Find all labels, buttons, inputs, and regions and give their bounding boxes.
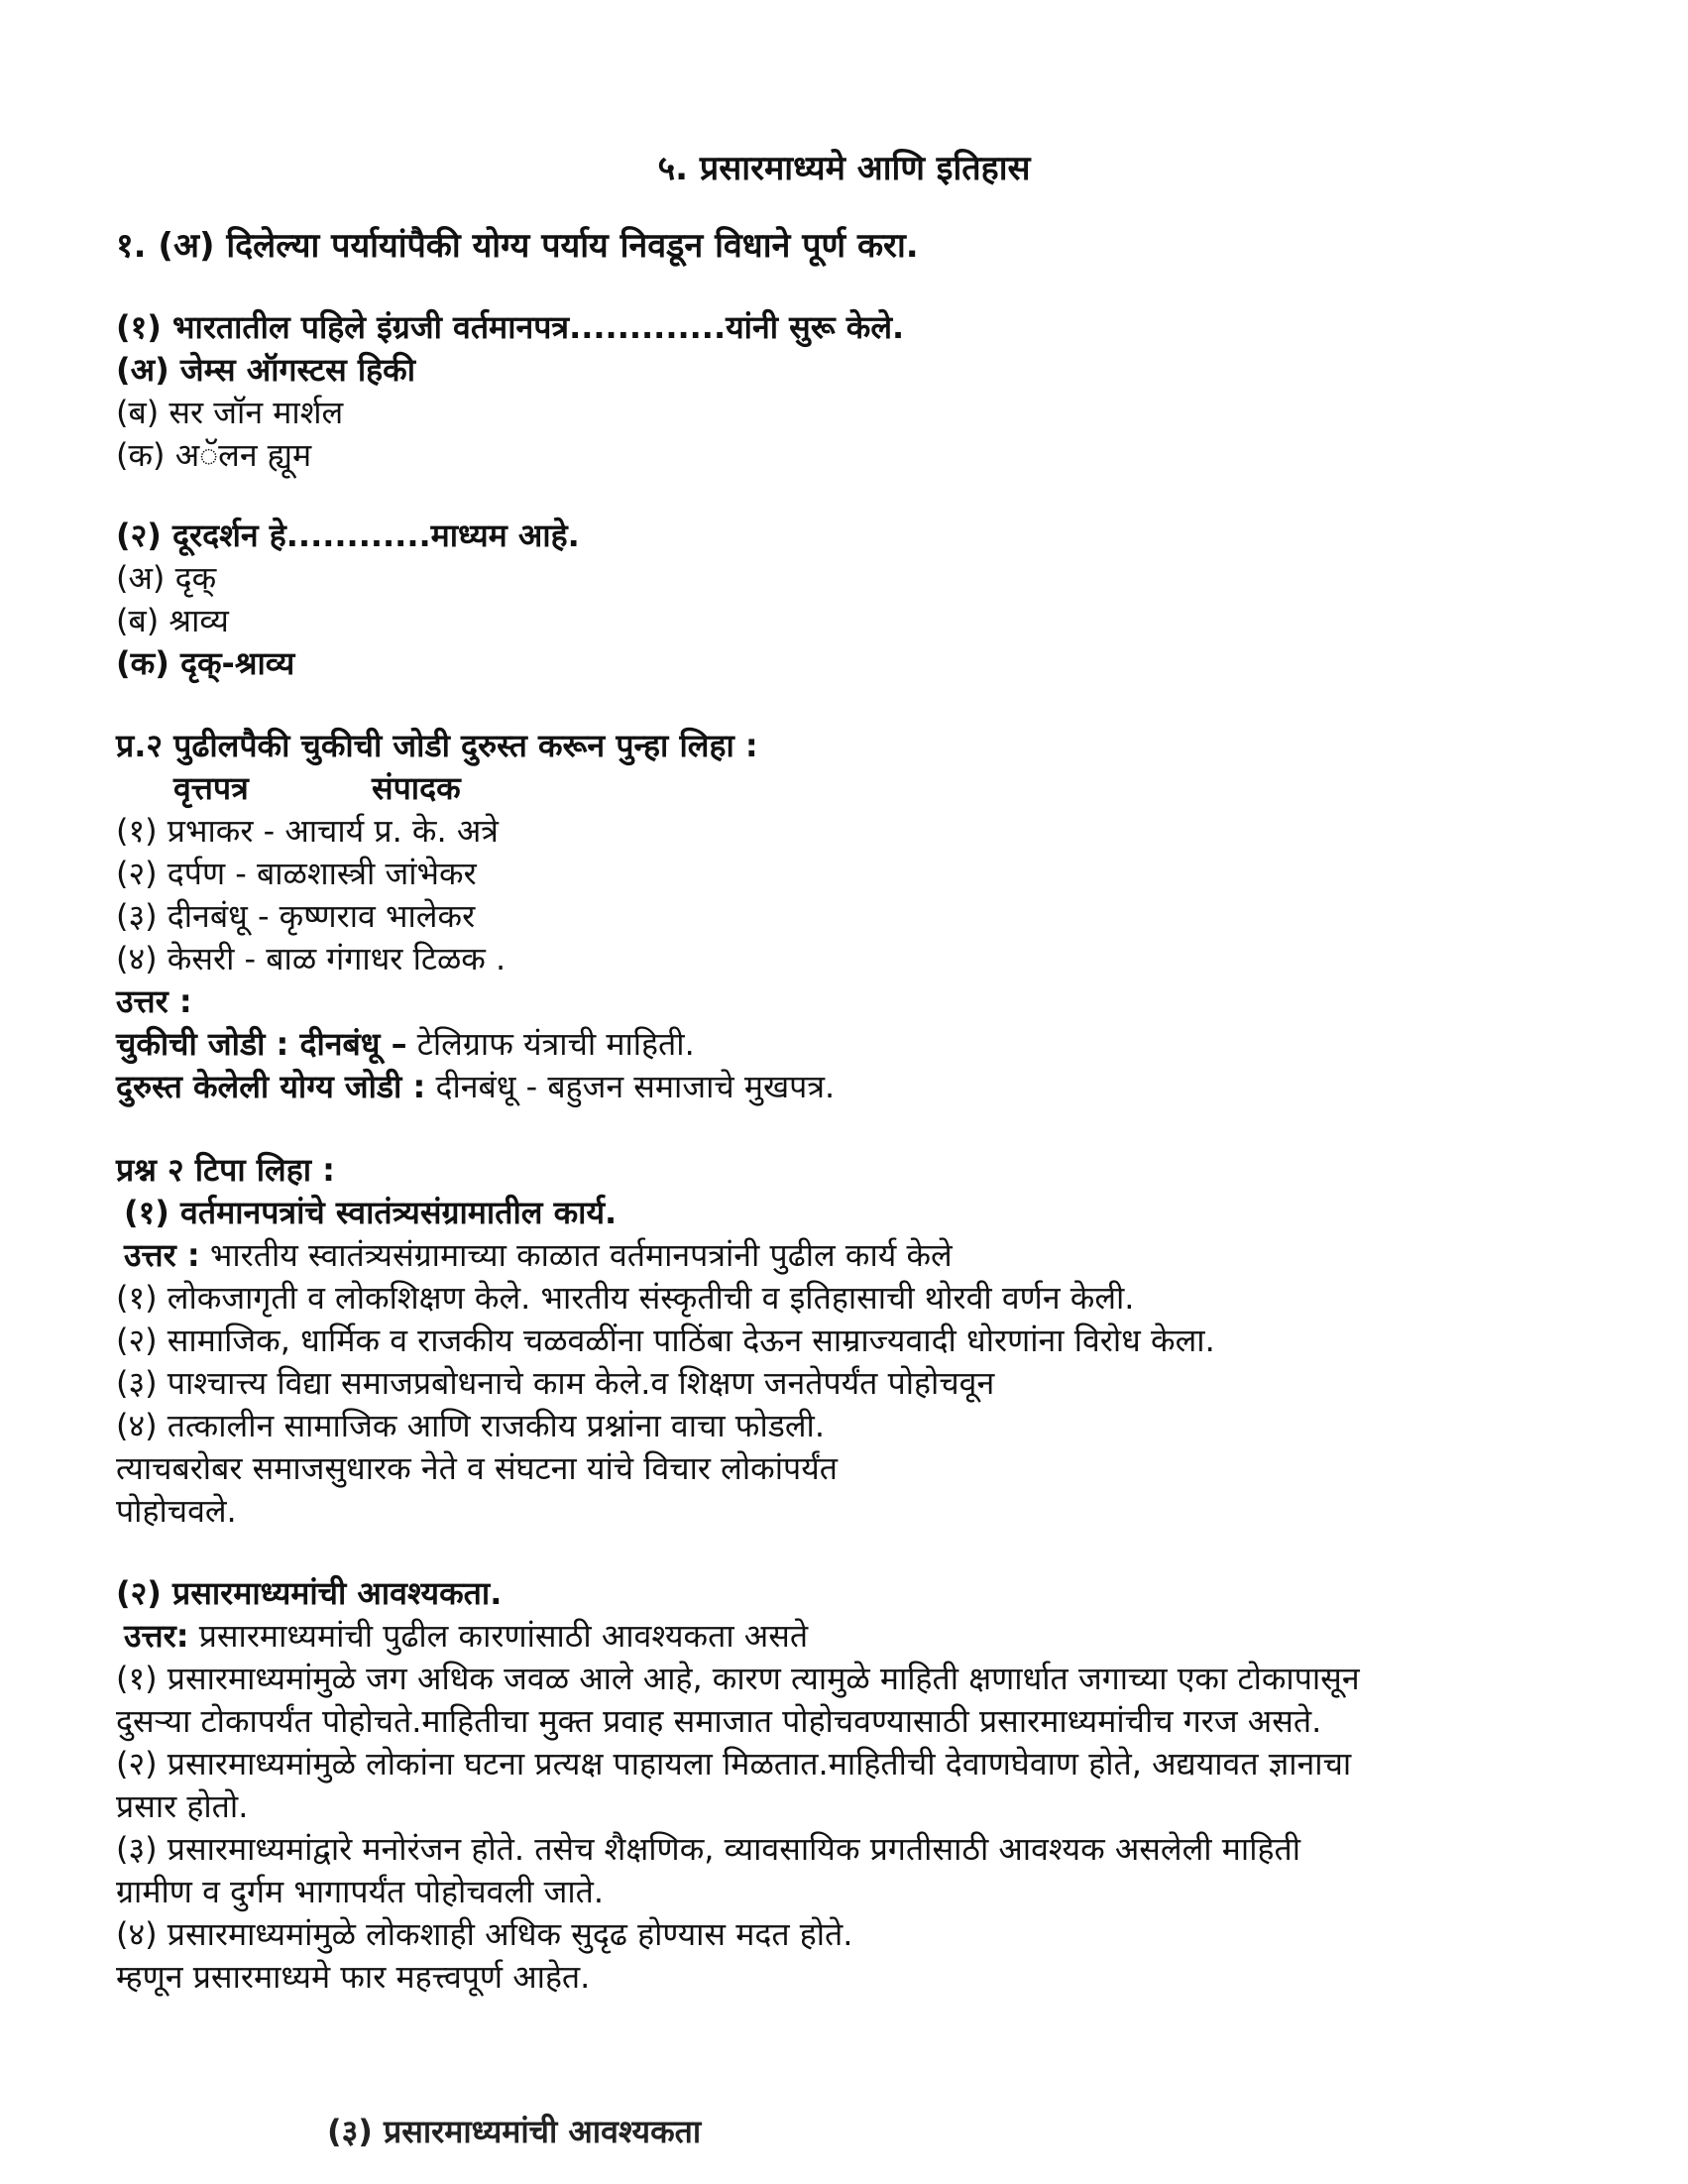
q1-item1-option-a: (अ) जेम्स ऑगस्टस हिकी [116,351,416,389]
note2-line-3: (२) प्रसारमाध्यमांमुळे लोकांना घटना प्रत्यक्ष पाहायला मिळतात.माहितीची देवाणघेवाण होते, अद्ययावत ज्ञानाचा [116,1745,1352,1782]
q2-correct-pair [116,1067,835,1106]
q3-heading: प्रश्न २ टिपा लिहा : [116,1151,335,1189]
note1-line-4: (४) तत्कालीन सामाजिक आणि राजकीय प्रश्नांना वाचा फोडली. [116,1407,826,1444]
q1-item2-option-c: (क) दृक्-श्राव्य [116,644,295,682]
q2-wrong-pair [116,1024,695,1064]
note1-line-1: (१) लोकजागृती व लोकशिक्षण केले. भारतीय संस्कृतीची व इतिहासाची थोरवी वर्णन केली. [116,1279,1135,1317]
note1-answer [124,1235,953,1275]
q2-heading: प्र.२ पुढीलपैकी चुकीची जोडी दुरुस्त करून पुन्हा लिहा : [116,727,758,764]
q2-wrong-text: टेलिग्राफ यंत्राची माहिती. [406,1025,695,1063]
q2-correct-text: दीनबंधू - बहुजन समाजाचे मुखपत्र. [425,1068,836,1105]
note1-answer-intro: भारतीय स्वातंत्र्यसंग्रामाच्या काळात वर्तमानपत्रांनी पुढील कार्य केले [199,1236,953,1274]
cutoff-line-text: (३) प्रसारमाध्यमांची आवश्यकता [327,2113,702,2150]
q1-item1-option-b: (ब) सर जॉन मार्शल [116,394,344,431]
note2-line-5: (३) प्रसारमाध्यमांद्वारे मनोरंजन होते. तसेच शैक्षणिक, व्यावसायिक प्रगतीसाठी आवश्यक असलेली माहिती [116,1830,1301,1868]
page-title: ५. प्रसारमाध्यमे आणि इतिहास [657,149,1031,188]
q1-item2-question: (२) दूरदर्शन हे............माध्यम आहे. [116,517,580,554]
q2-wrong-label: चुकीची जोडी : दीनबंधू – [116,1025,407,1063]
note2-answer-intro: प्रसारमाध्यमांची पुढील कारणांसाठी आवश्यकता असते [188,1617,809,1655]
note2-answer-label: उत्तर: [124,1617,189,1655]
q1-item1-question: (१) भारतातील पहिले इंग्रजी वर्तमानपत्र.............यांनी सुरू केले. [116,308,905,346]
q1-heading: १. (अ) दिलेल्या पर्यायांपैकी योग्य पर्याय निवडून विधाने पूर्ण करा. [116,226,919,266]
cutoff-line [327,2102,763,2150]
q2-answer-label: उत्तर : [116,982,192,1020]
q2-pair-3: (३) दीनबंधू - कृष्णराव भालेकर [116,897,476,935]
note1-line-3: (३) पाश्चात्त्य विद्या समाजप्रबोधनाचे काम केले.व शिक्षण जनतेपर्यंत पोहोचवून [116,1364,995,1402]
q2-pair-1: (१) प्रभाकर - आचार्य प्र. के. अत्रे [116,812,499,850]
q2-pair-2: (२) दर्पण - बाळशास्त्री जांभेकर [116,855,477,892]
note2-title: (२) प्रसारमाध्यमांची आवश्यकता. [116,1574,503,1612]
note2-line-1: (१) प्रसारमाध्यमांमुळे जग अधिक जवळ आले आहे, कारण त्यामुळे माहिती क्षणार्धात जगाच्या एका टोकापासून [116,1660,1360,1697]
note2-line-8: म्हणून प्रसारमाध्यमे फार महत्त्वपूर्ण आहेत. [116,1958,591,1996]
note2-line-6: ग्रामीण व दुर्गम भागापर्यंत पोहोचवली जाते. [116,1873,605,1910]
note2-answer [124,1616,808,1656]
q2-correct-label: दुरुस्त केलेली योग्य जोडी : [116,1068,426,1105]
note2-line-4: प्रसार होतो. [116,1787,249,1825]
q2-col-header-editor: संपादक [372,769,461,807]
q1-item2-option-a: (अ) दृक् [116,559,217,597]
q1-item1-option-c: (क) अॅलन ह्यूम [116,436,312,474]
note1-title: (१) वर्तमानपत्रांचे स्वातंत्र्यसंग्रामातील कार्य. [124,1194,618,1231]
note2-line-2: दुसऱ्या टोकापर्यंत पोहोचते.माहितीचा मुक्त प्रवाह समाजात पोहोचवण्यासाठी प्रसारमाध्यमांचीच गरज असते. [116,1702,1322,1740]
note2-line-7: (४) प्रसारमाध्यमांमुळे लोकशाही अधिक सुदृढ होण्यास मदत होते. [116,1915,853,1953]
note1-line-6: पोहोचवले. [116,1492,237,1530]
q2-col-header-newspaper: वृत्तपत्र [173,769,249,807]
q1-item2-option-b: (ब) श्राव्य [116,602,229,639]
q2-pair-4: (४) केसरी - बाळ गंगाधर टिळक . [116,940,506,977]
note1-line-2: (२) सामाजिक, धार्मिक व राजकीय चळवळींना पाठिंबा देऊन साम्राज्यवादी धोरणांना विरोध केला. [116,1322,1215,1359]
note1-answer-label: उत्तर : [124,1236,200,1274]
note1-line-5: त्याचबरोबर समाजसुधारक नेते व संघटना यांचे विचार लोकांपर्यंत [116,1449,839,1487]
